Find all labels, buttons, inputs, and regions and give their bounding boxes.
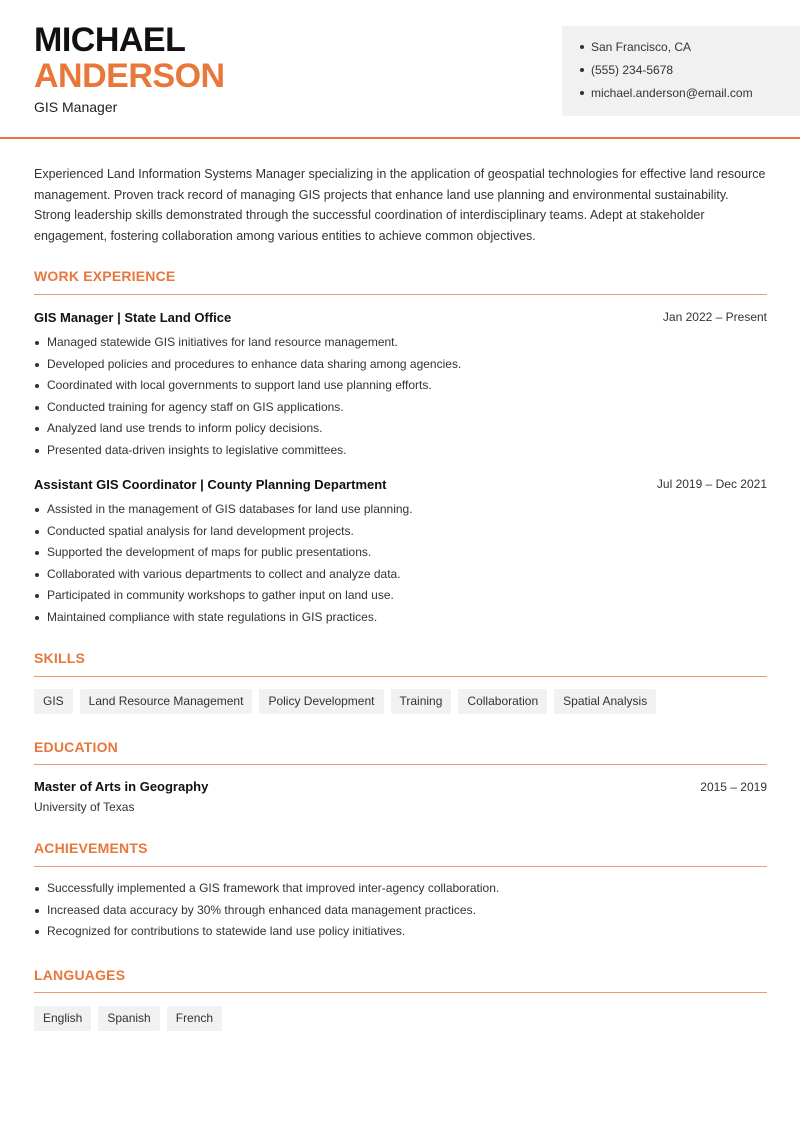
list-item: Coordinated with local governments to support land use planning efforts. [34,378,461,400]
skill-tag: GIS [34,689,73,714]
list-item: Presented data-driven insights to legislative committees. [34,443,461,465]
skill-tag: Policy Development [259,689,383,714]
skills-list [34,689,656,714]
last-name: ANDERSON [34,57,225,95]
contact-phone: (555) 234-5678 [580,63,673,77]
education-dates: 2015 – 2019 [700,780,767,794]
role-title: GIS Manager | State Land Office [34,310,232,325]
role-dates: Jul 2019 – Dec 2021 [656,477,767,491]
section-title-languages: LANGUAGES [34,967,126,983]
list-item: Managed statewide GIS initiatives for land resource management. [34,335,461,357]
section-divider [34,294,767,295]
work-entry [34,477,767,492]
skill-tag: Land Resource Management [80,689,253,714]
list-item: Maintained compliance with state regulations in GIS practices. [34,610,413,632]
list-item: Collaborated with various departments to collect and analyze data. [34,567,413,589]
section-title-education: EDUCATION [34,739,118,755]
section-divider [34,764,767,765]
languages-list [34,1006,222,1031]
section-divider [34,676,767,677]
list-item: Conducted spatial analysis for land development projects. [34,524,413,546]
role-bullets [34,335,461,464]
contact-location: San Francisco, CA [580,40,691,54]
list-item: Analyzed land use trends to inform policy decisions. [34,421,461,443]
section-title-work: WORK EXPERIENCE [34,268,176,284]
list-item: Successfully implemented a GIS framework that improved inter-agency collaboration. [34,881,499,903]
skill-tag: Training [391,689,452,714]
role-title: Assistant GIS Coordinator | County Planning Department [34,477,387,492]
list-item: Supported the development of maps for public presentations. [34,545,413,567]
achievements-list [34,881,499,946]
education-degree: Master of Arts in Geography [34,779,209,794]
list-item: Recognized for contributions to statewide land use policy initiatives. [34,924,499,946]
language-tag: English [34,1006,91,1031]
professional-summary: Experienced Land Information Systems Manager specializing in the application of geospatial technologies for effective land resource management. Proven track record of managing GIS projects that enhance land use planning and environmental sustainability. Strong leadership skills demonstrated through the successful coordination of interdisciplinary teams. Adept at stakeholder engagement, fostering collaboration among various entities to achieve common objectives. [34,167,766,243]
skill-tag: Collaboration [458,689,547,714]
first-name: MICHAEL [34,21,186,59]
job-title: GIS Manager [34,99,118,115]
role-dates: Jan 2022 – Present [662,310,767,324]
section-title-skills: SKILLS [34,650,85,666]
list-item: Conducted training for agency staff on GIS applications. [34,400,461,422]
section-divider [34,992,767,993]
list-item: Increased data accuracy by 30% through enhanced data management practices. [34,903,499,925]
role-bullets [34,502,413,631]
section-title-achievements: ACHIEVEMENTS [34,840,148,856]
section-divider [34,866,767,867]
language-tag: Spanish [98,1006,159,1031]
candidate-name [34,22,225,94]
skill-tag: Spatial Analysis [554,689,656,714]
list-item: Participated in community workshops to gather input on land use. [34,588,413,610]
work-entry [34,310,767,325]
contact-email[interactable]: michael.anderson@email.com [580,86,753,100]
education-school: University of Texas [34,800,135,814]
list-item: Developed policies and procedures to enhance data sharing among agencies. [34,357,461,379]
contact-box [562,26,800,116]
list-item: Assisted in the management of GIS databases for land use planning. [34,502,413,524]
language-tag: French [167,1006,222,1031]
resume-header [0,0,800,139]
